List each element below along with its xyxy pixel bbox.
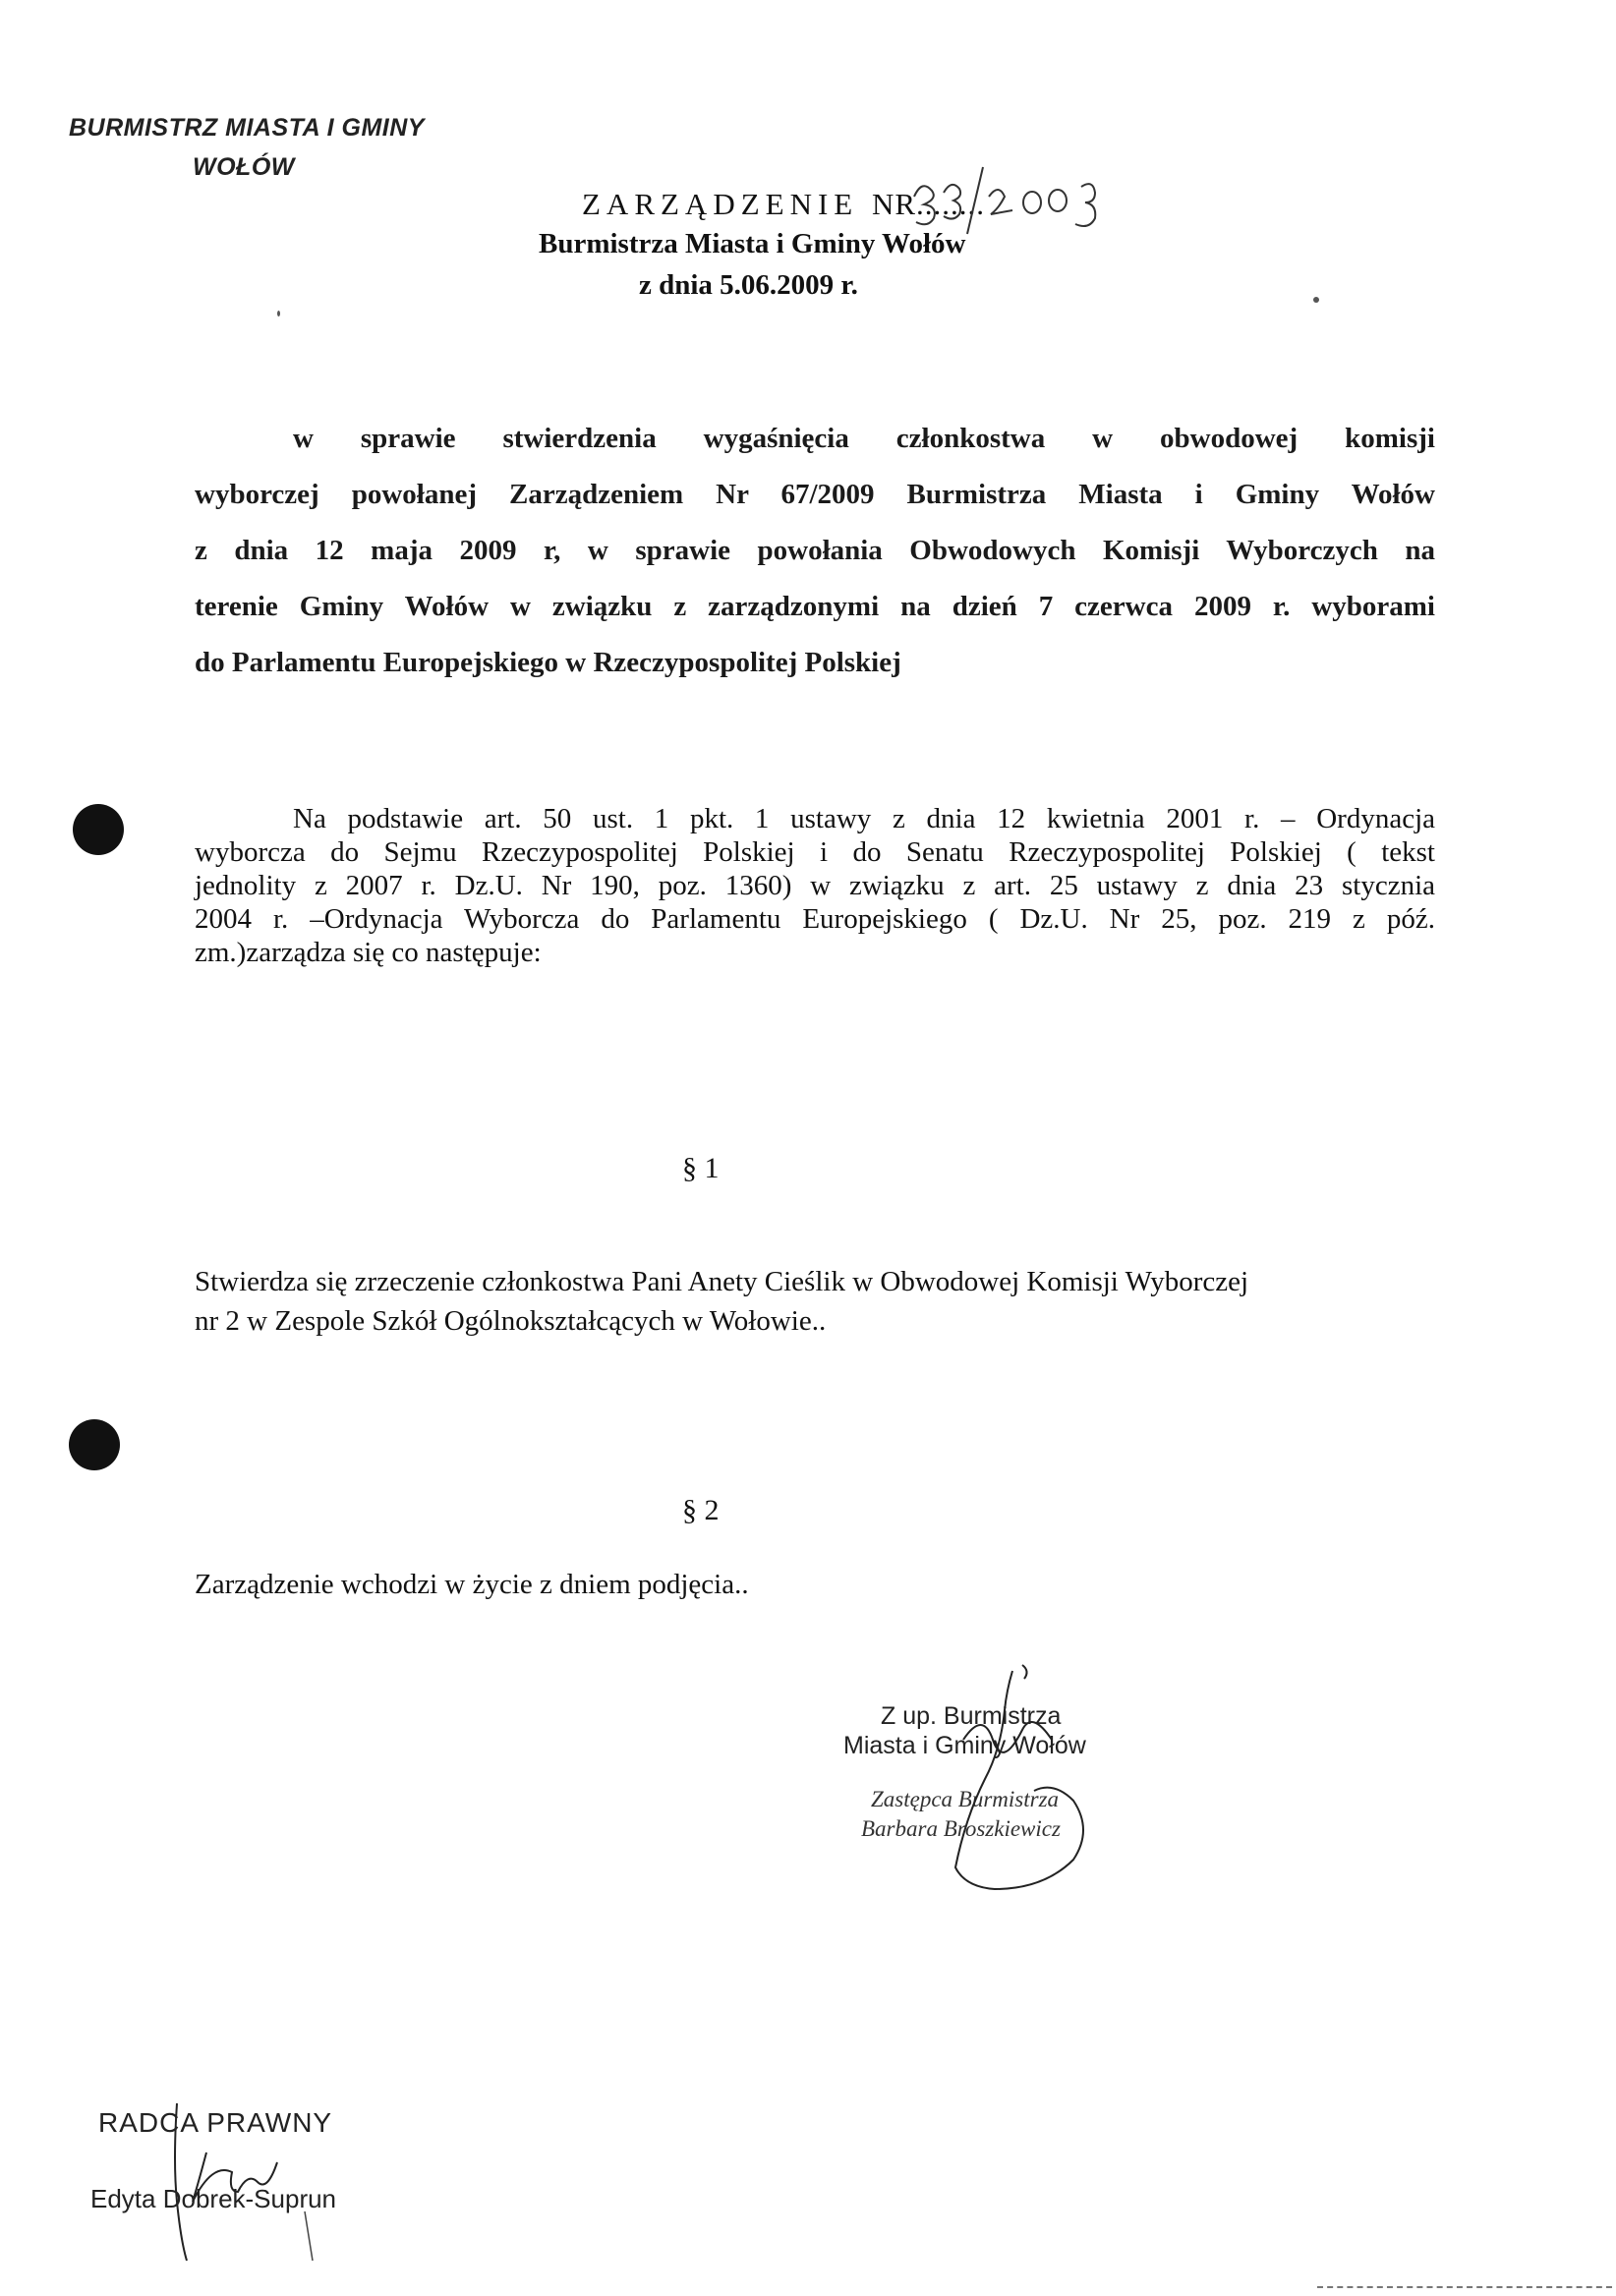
handwritten-number	[904, 157, 1170, 236]
section-1-text	[195, 1262, 1435, 1341]
issuer-stamp-line1: BURMISTRZ MIASTA I GMINY	[69, 114, 425, 142]
deputy-mayor-signature	[875, 1661, 1130, 1907]
signature-stamp-line2: Miasta i Gminy Wołów	[843, 1732, 1086, 1759]
scan-speck	[1313, 297, 1319, 303]
legal-basis-line: Na podstawie art. 50 ust. 1 pkt. 1 ustawy z dnia 12 kwietnia 2001 r. – Ordynacja	[293, 803, 1435, 834]
legal-basis-line: zm.)zarządza się co następuje:	[195, 937, 542, 968]
section-1-sign: § 1	[682, 1152, 720, 1184]
legal-counsel-signature	[147, 2084, 364, 2270]
legal-basis-line: wyborcza do Sejmu Rzeczypospolitej Polskiej i do Senatu Rzeczypospolitej Polskiej ( tekst	[195, 836, 1435, 868]
title-heading: ZARZĄDZENIE	[582, 187, 859, 221]
section-2-text: Zarządzenie wchodzi w życie z dniem podjęcia..	[195, 1569, 749, 1600]
punch-hole	[73, 804, 124, 855]
legal-basis-line: jednolity z 2007 r. Dz.U. Nr 190, poz. 1360) w związku z art. 25 ustawy z dnia 23 stycznia	[195, 870, 1435, 901]
subject-line: w sprawie stwierdzenia wygaśnięcia członkostwa w obwodowej komisji	[293, 423, 1435, 454]
subject-paragraph	[195, 411, 1435, 691]
legal-basis-paragraph	[195, 802, 1435, 969]
issuer-stamp-line2: WOŁÓW	[193, 153, 295, 181]
subject-line: do Parlamentu Europejskiego w Rzeczypospolitej Polskiej	[195, 647, 901, 678]
subject-line: wyborczej powołanej Zarządzeniem Nr 67/2009 Burmistrza Miasta i Gminy Wołów	[195, 479, 1435, 510]
section-2-sign: § 2	[682, 1494, 720, 1526]
subject-line: z dnia 12 maja 2009 r, w sprawie powołania Obwodowych Komisji Wyborczych na	[195, 535, 1435, 566]
title-number-label: NR........	[871, 187, 986, 221]
document-date: z dnia 5.06.2009 r.	[639, 269, 858, 301]
section-1-line: nr 2 w Zespole Szkół Ogólnokształcących w Wołowie..	[195, 1305, 827, 1337]
counsel-stamp-title: RADCA PRAWNY	[98, 2107, 333, 2138]
legal-basis-line: 2004 r. –Ordynacja Wyborcza do Parlamentu Europejskiego ( Dz.U. Nr 25, poz. 219 z póź.	[195, 903, 1435, 935]
subject-line: terenie Gminy Wołów w związku z zarządzonymi na dzień 7 czerwca 2009 r. wyborami	[195, 591, 1435, 622]
signature-stamp-line1: Z up. Burmistrza	[881, 1702, 1062, 1730]
document-issuer: Burmistrza Miasta i Gminy Wołów	[539, 228, 966, 259]
section-1-line: Stwierdza się zrzeczenie członkostwa Pani Anety Cieślik w Obwodowej Komisji Wyborczej	[195, 1266, 1249, 1297]
signature-stamp-line4: Barbara Broszkiewicz	[861, 1816, 1061, 1841]
counsel-stamp-name: Edyta Dobrek-Suprun	[90, 2184, 337, 2213]
signature-stamp-line3: Zastępca Burmistrza	[871, 1787, 1060, 1811]
punch-hole	[69, 1419, 120, 1470]
scan-speck	[277, 311, 280, 316]
scan-edge-line	[1317, 2286, 1612, 2288]
